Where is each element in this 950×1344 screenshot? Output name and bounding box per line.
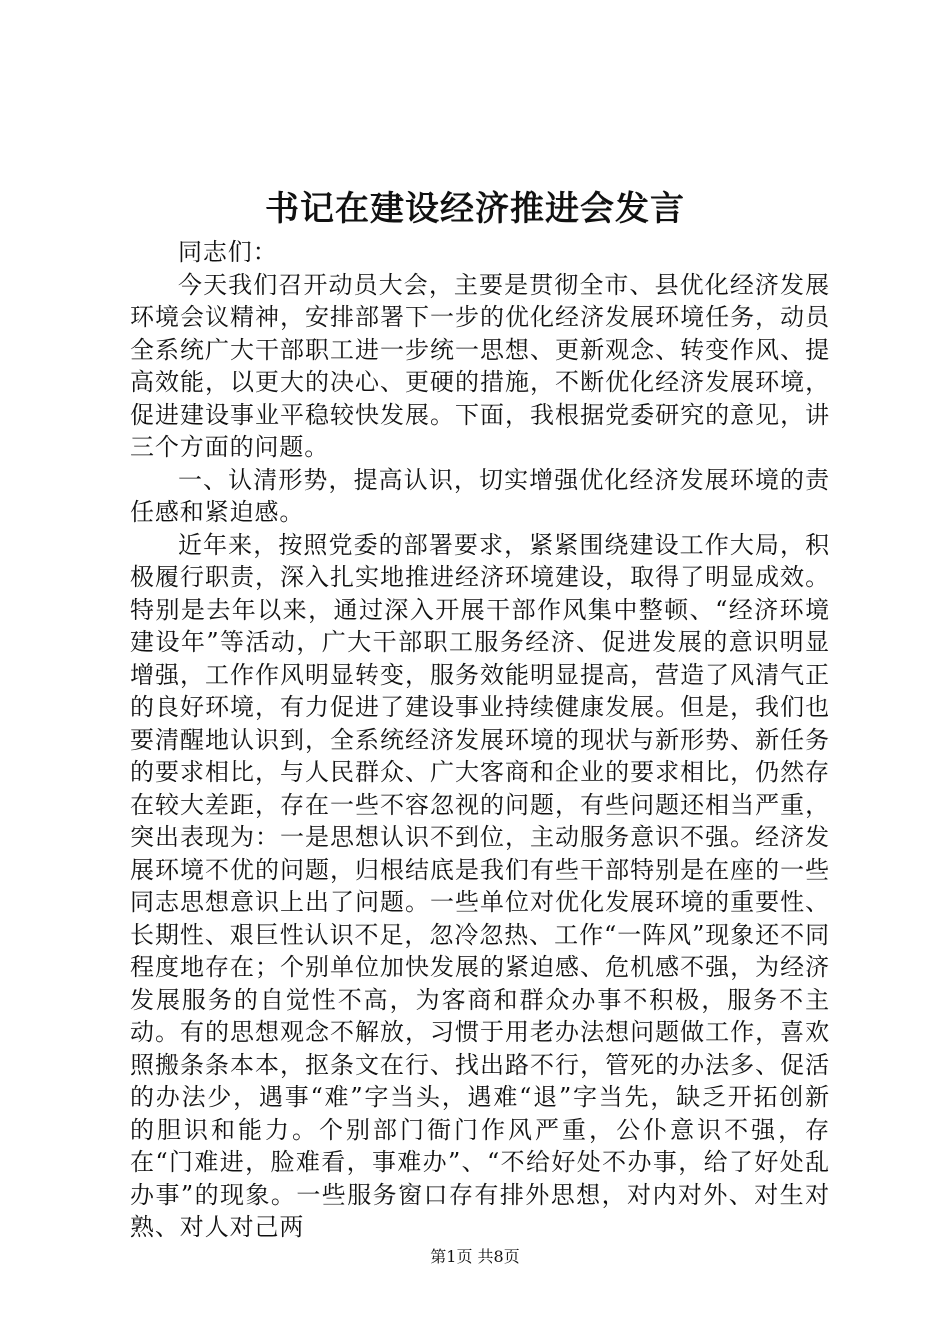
section-heading-paragraph: 一、认清形势，提高认识，切实增强优化经济发展环境的责任感和紧迫感。 xyxy=(130,465,830,526)
document-title: 书记在建设经济推进会发言 xyxy=(265,189,685,229)
intro-paragraph: 今天我们召开动员大会，主要是贯彻全市、县优化经济发展环境会议精神，安排部署下一步的优化经济发展环境任务，动员全系统广大干部职工进一步统一思想、更新观念、转变作风、提高效能，以更大的决心、更硬的措施，不断优化经济发展环境，促进建设事业平稳较快发展。下面，我根据党委研究的意见，讲三个方面的问题。 xyxy=(130,270,830,461)
document-body xyxy=(130,236,830,1244)
salutation-paragraph: 同志们： xyxy=(178,238,278,266)
page-number-footer: 第1页 共8页 xyxy=(430,1247,520,1266)
body-paragraph: 近年来，按照党委的部署要求，紧紧围绕建设工作大局，积极履行职责，深入扎实地推进经济环境建设，取得了明显成效。特别是去年以来，通过深入开展干部作风集中整顿、“经济环境建设年”等活动，广大干部职工服务经济、促进发展的意识明显增强，工作作风明显转变，服务效能明显提高，营造了风清气正的良好环境，有力促进了建设事业持续健康发展。但是，我们也要清醒地认识到，全系统经济发展环境的现状与新形势、新任务的要求相比，与人民群众、广大客商和企业的要求相比，仍然存在较大差距，存在一些不容忽视的问题，有些问题还相当严重，突出表现为：一是思想认识不到位，主动服务意识不强。经济发展环境不优的问题，归根结底是我们有些干部特别是在座的一些同志思想意识上出了问题。一些单位对优化发展环境的重要性、长期性、艰巨性认识不足，忽冷忽热、工作“一阵风”现象还不同程度地存在；个别单位加快发展的紧迫感、危机感不强，为经济发展服务的自觉性不高，为客商和群众办事不积极，服务不主动。有的思想观念不解放，习惯于用老办法想问题做工作，喜欢照搬条条本本，抠条文在行、找出路不行，管死的办法多、促活的办法少，遇事“难”字当头，遇难“退”字当先，缺乏开拓创新的胆识和能力。个别部门衙门作风严重，公仆意识不强，存在“门难进，脸难看，事难办”、“不给好处不办事，给了好处乱办事”的现象。一些服务窗口存有排外思想，对内对外、对生对熟、对人对己两 xyxy=(130,530,830,1241)
